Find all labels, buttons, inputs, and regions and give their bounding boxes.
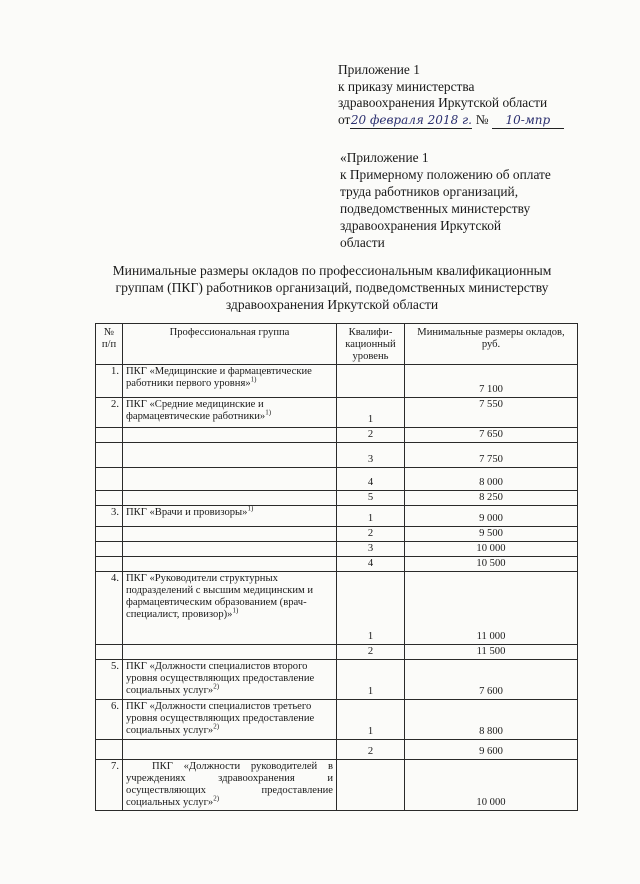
header-group: Профессиональная группа <box>123 324 337 365</box>
salary-cell: 7 550 <box>405 398 578 428</box>
row-number: 1. <box>96 365 123 398</box>
inner-appendix-line: «Приложение 1 <box>340 150 429 165</box>
number-label: № <box>475 111 489 127</box>
title-line: здравоохранения Иркутской области <box>225 297 439 312</box>
level-cell: 2 <box>337 527 405 542</box>
group-cell <box>123 557 337 572</box>
table-row <box>96 542 578 557</box>
row-number: 2. <box>96 398 123 428</box>
appendix-order-line: к приказу министерства <box>338 78 475 94</box>
table-row <box>96 700 578 740</box>
table-row <box>96 645 578 660</box>
level-cell <box>337 365 405 398</box>
row-number <box>96 428 123 443</box>
level-cell: 4 <box>337 468 405 491</box>
level-cell: 1 <box>337 660 405 700</box>
table-row <box>96 491 578 506</box>
inner-appendix-line: к Примерному положению об оплате <box>340 167 551 182</box>
inner-appendix-line: подведомственных министерству <box>340 201 531 216</box>
row-number: 4. <box>96 572 123 645</box>
row-number <box>96 557 123 572</box>
header-number: № п/п <box>96 324 123 365</box>
table-row <box>96 443 578 468</box>
group-cell: ПКГ «Медицинские и фармацевтические работники первого уровня»$^{1)}$ <box>123 365 337 398</box>
level-cell: 2 <box>337 645 405 660</box>
group-cell <box>123 645 337 660</box>
salary-cell: 8 800 <box>405 700 578 740</box>
group-cell <box>123 542 337 557</box>
row-number: 7. <box>96 760 123 811</box>
table-row <box>96 760 578 811</box>
table-row <box>96 428 578 443</box>
document-title <box>82 262 582 313</box>
group-cell: ПКГ «Руководители структурных подразделений с высшим медицинским и фармацевтическим образованием (врач-специалист, провизор)»$^{1)}$ <box>123 572 337 645</box>
salary-cell: 9 000 <box>405 506 578 527</box>
group-cell <box>123 468 337 491</box>
salary-cell: 10 000 <box>405 760 578 811</box>
row-number <box>96 527 123 542</box>
row-number <box>96 491 123 506</box>
salary-cell: 8 250 <box>405 491 578 506</box>
inner-appendix-line: области <box>340 235 385 250</box>
level-cell: 1 <box>337 700 405 740</box>
salary-cell: 8 000 <box>405 468 578 491</box>
table-header-row <box>96 324 578 365</box>
title-line: группам (ПКГ) работников организаций, подведомственных министерству <box>115 280 549 295</box>
group-cell: ПКГ «Должности специалистов третьего уровня осуществляющих предоставление социальных услуг»$^{2)}$ <box>123 700 337 740</box>
header-salary: Минимальные размеры окладов, руб. <box>405 324 578 365</box>
inner-appendix-header <box>340 149 551 251</box>
table-row <box>96 468 578 491</box>
group-cell <box>123 443 337 468</box>
salary-cell: 11 000 <box>405 572 578 645</box>
salary-cell: 9 500 <box>405 527 578 542</box>
row-number: 5. <box>96 660 123 700</box>
row-number <box>96 542 123 557</box>
level-cell: 1 <box>337 398 405 428</box>
group-cell <box>123 428 337 443</box>
row-number: 3. <box>96 506 123 527</box>
row-number <box>96 645 123 660</box>
group-cell: ПКГ «Средние медицинские и фармацевтические работники»$^{1)}$ <box>123 398 337 428</box>
salary-cell: 11 500 <box>405 645 578 660</box>
order-number-field: 10-мпр <box>492 112 564 130</box>
table-row <box>96 660 578 700</box>
table-row <box>96 527 578 542</box>
table-row <box>96 398 578 428</box>
group-cell <box>123 527 337 542</box>
group-cell: ПКГ «Врачи и провизоры»$^{1)}$ <box>123 506 337 527</box>
row-number: 6. <box>96 700 123 740</box>
header-level: Квалифи- кационный уровень <box>337 324 405 365</box>
group-cell <box>123 491 337 506</box>
salary-cell: 10 000 <box>405 542 578 557</box>
level-cell: 5 <box>337 491 405 506</box>
level-cell <box>337 760 405 811</box>
row-number <box>96 443 123 468</box>
salary-table <box>95 323 578 811</box>
title-line: Минимальные размеры окладов по профессиональным квалификационным <box>112 263 552 278</box>
appendix-header <box>338 62 564 129</box>
level-cell: 3 <box>337 542 405 557</box>
order-date-field: 20 февраля 2018 г. <box>350 112 472 130</box>
group-cell: ПКГ «Должности специалистов второго уровня осуществляющих предоставление социальных услуг»$^{2)}$ <box>123 660 337 700</box>
inner-appendix-line: труда работников организаций, <box>340 184 519 199</box>
salary-cell: 7 650 <box>405 428 578 443</box>
level-cell: 4 <box>337 557 405 572</box>
appendix-title: Приложение 1 <box>338 62 420 77</box>
level-cell: 1 <box>337 506 405 527</box>
salary-cell: 9 600 <box>405 740 578 760</box>
level-cell: 3 <box>337 443 405 468</box>
level-cell: 2 <box>337 740 405 760</box>
salary-cell: 10 500 <box>405 557 578 572</box>
level-cell: 1 <box>337 572 405 645</box>
table-row <box>96 365 578 398</box>
row-number <box>96 740 123 760</box>
table-row <box>96 572 578 645</box>
level-cell: 2 <box>337 428 405 443</box>
salary-cell: 7 750 <box>405 443 578 468</box>
group-cell: ПКГ «Должности руководителей в учреждениях здравоохранения и осуществляющих предоставление социальных услуг»$^{2)}$ <box>123 760 337 811</box>
appendix-ministry-line: здравоохранения Иркутской области <box>338 95 548 110</box>
appendix-date-number-line <box>338 112 564 130</box>
group-cell <box>123 740 337 760</box>
table-row <box>96 506 578 527</box>
table-row <box>96 740 578 760</box>
from-label: от <box>338 111 351 127</box>
table-row <box>96 557 578 572</box>
salary-cell: 7 600 <box>405 660 578 700</box>
inner-appendix-line: здравоохранения Иркутской <box>340 218 502 233</box>
salary-cell: 7 100 <box>405 365 578 398</box>
row-number <box>96 468 123 491</box>
